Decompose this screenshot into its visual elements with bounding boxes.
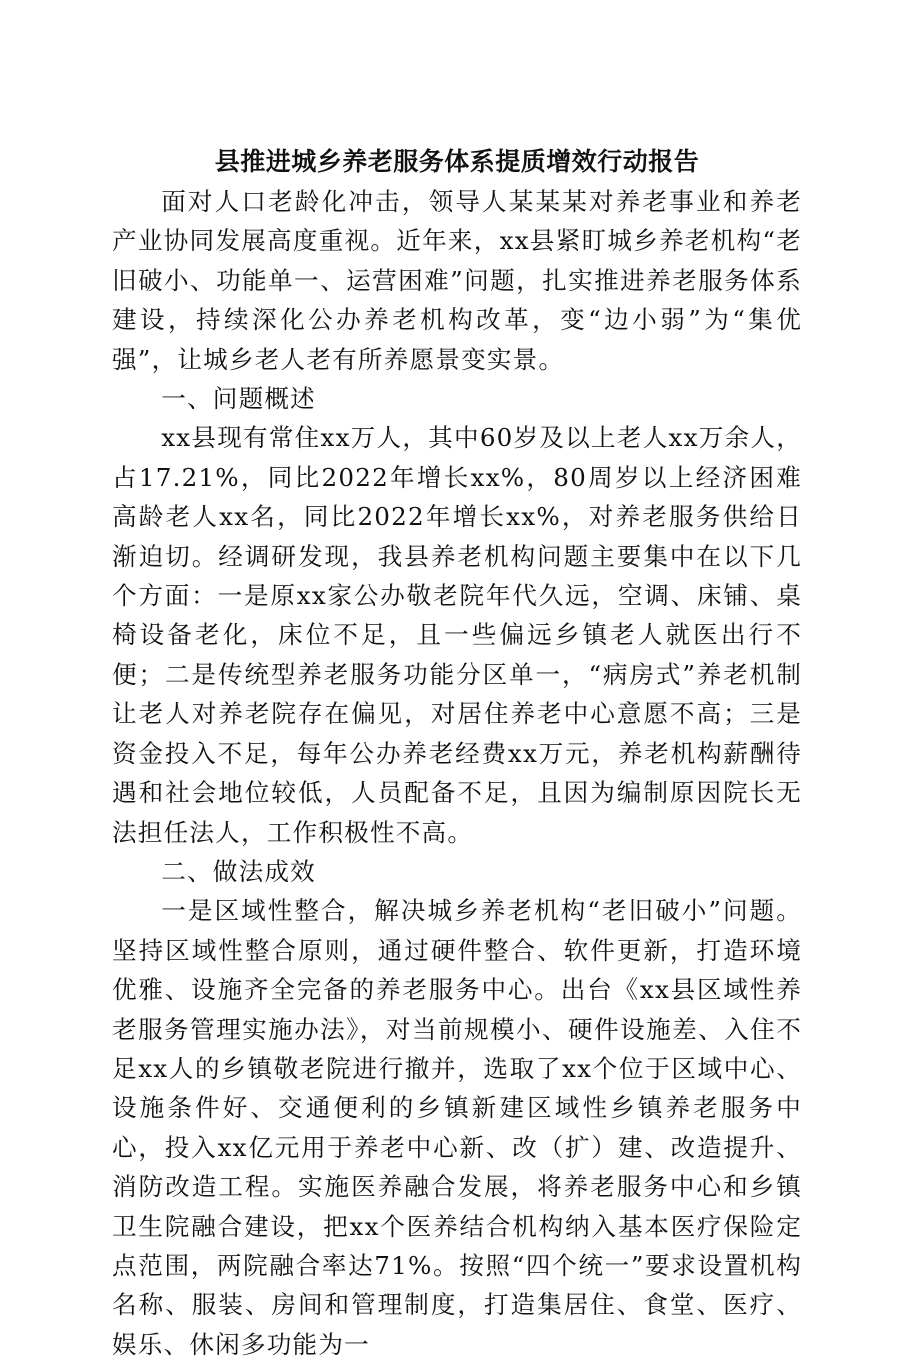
section-heading-measures: 二、做法成效 [161, 856, 316, 886]
section-body-measures: 一是区域性整合，解决城乡养老机构“老旧破小”问题。坚持区域性整合原则，通过硬件整合、软件更新，打造环境优雅、设施齐全完备的养老服务中心。出台《xx县区域性养老服务管理实施办法》，对当前规模小、硬件设施差、入住不足xx人的乡镇敬老院进行撤并，选取了xx个位于区域中心、设施条件好、交通便利的乡镇新建区域性乡镇养老服务中心，投入xx亿元用于养老中心新、改（扩）建、改造提升、消防改造工程。实施医养融合发展，将养老服务中心和乡镇卫生院融合建设，把xx个医养结合机构纳入基本医疗保险定点范围，两院融合率达71%。按照“四个统一”要求设置机构名称、服装、房间和管理制度，打造集居住、食堂、医疗、娱乐、休闲多功能为一 [112, 896, 802, 1359]
section-body-problems: xx县现有常住xx万人，其中60岁及以上老人xx万余人，占17.21%，同比2022年增长xx%，80周岁以上经济困难高龄老人xx名，同比2022年增长xx%，对养老服务供给日渐迫切。经调研发现，我县养老机构问题主要集中在以下几个方面：一是原xx家公办敬老院年代久远，空调、床铺、桌椅设备老化，床位不足，且一些偏远乡镇老人就医出行不便；二是传统型养老服务功能分区单一，“病房式”养老机制让老人对养老院存在偏见，对居住养老中心意愿不高；三是资金投入不足，每年公办养老经费xx万元，养老机构薪酬待遇和社会地位较低，人员配备不足，且因为编制原因院长无法担任法人，工作积极性不高。 [112, 423, 802, 847]
intro-paragraph: 面对人口老龄化冲击，领导人某某某对养老事业和养老产业协同发展高度重视。近年来，xx县紧盯城乡养老机构“老旧破小、功能单一、运营困难”问题，扎实推进养老服务体系建设，持续深化公办养老机构改革，变“边小弱”为“集优强”，让城乡老人老有所养愿景变实景。 [112, 187, 802, 374]
document-title: 县推进城乡养老服务体系提质增效行动报告 [214, 147, 700, 176]
document-page [112, 146, 802, 1364]
section-heading-problems: 一、问题概述 [161, 384, 316, 414]
